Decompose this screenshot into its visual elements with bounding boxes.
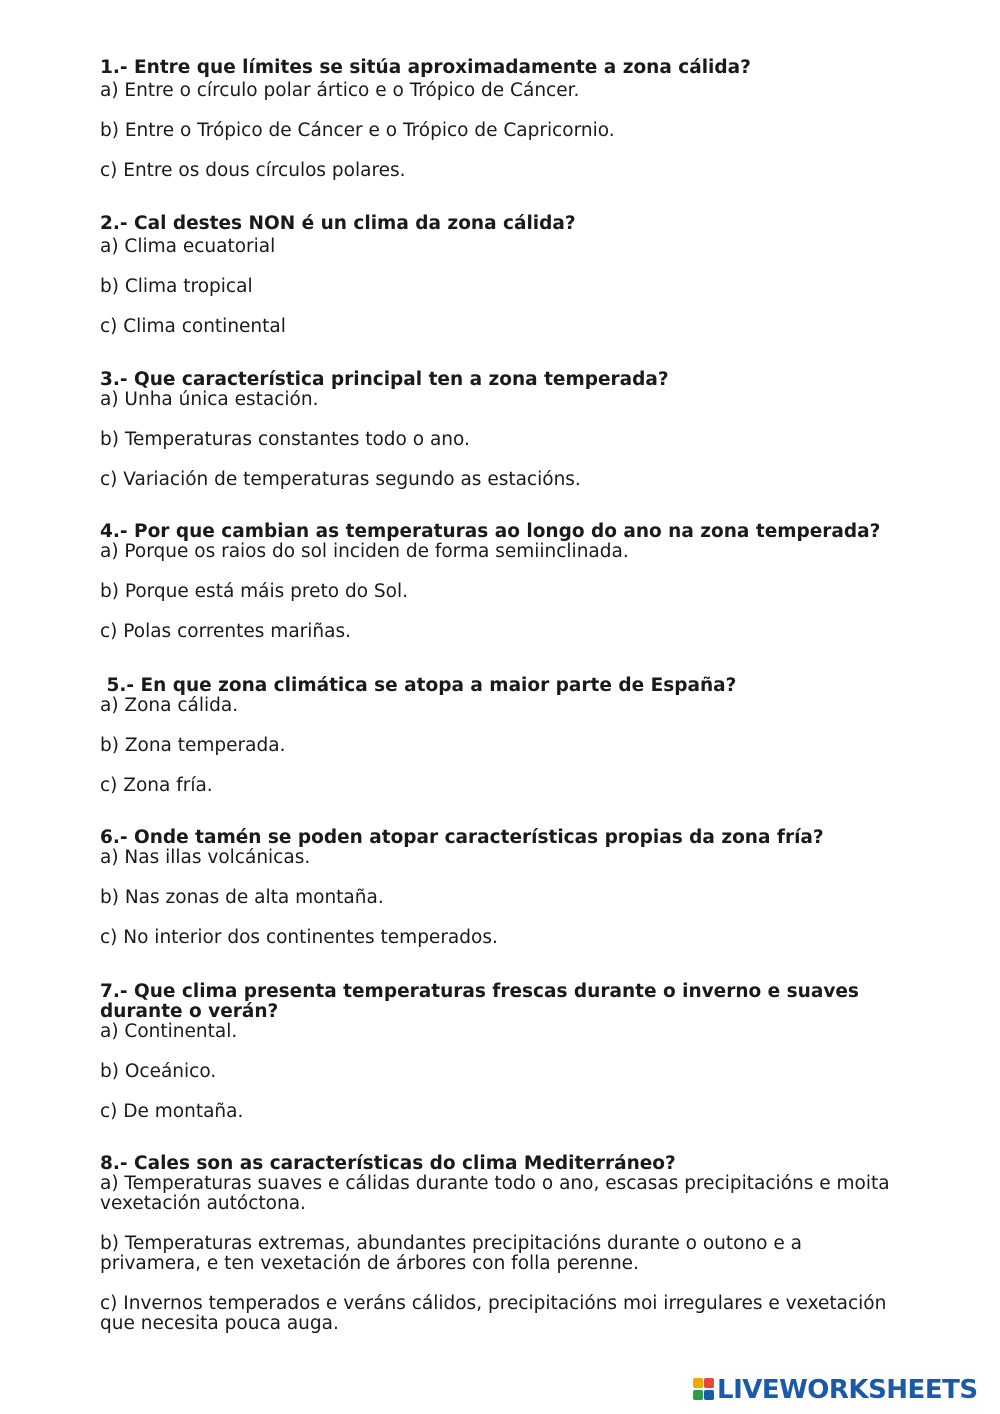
option-b: b) Porque está máis preto do Sol. [100,581,408,602]
option-b: b) Nas zonas de alta montaña. [100,887,384,908]
question-8 [100,1154,900,1334]
question-3 [100,370,900,490]
question-1 [100,58,900,181]
option-b: b) Temperaturas constantes todo o ano. [100,429,470,450]
option-b: b) Oceánico. [100,1061,217,1082]
option-a: a) Unha única estación. [100,389,319,410]
option-b: b) Zona temperada. [100,735,286,756]
liveworksheets-logo-icon [693,1378,715,1402]
question-4 [100,522,900,642]
option-a: a) Entre o círculo polar ártico e o Trópico de Cáncer. [100,80,580,101]
question-title: 4.- Por que cambian as temperaturas ao longo do ano na zona temperada? [100,521,881,542]
question-title: 8.- Cales son as características do clima Mediterráneo? [100,1153,676,1174]
question-title: 6.- Onde tamén se poden atopar características propias da zona fría? [100,827,824,848]
question-2 [100,214,900,337]
question-title: 2.- Cal destes NON é un clima da zona cálida? [100,213,576,234]
option-c: c) Zona fría. [100,775,213,796]
option-b: b) Clima tropical [100,276,253,297]
option-c: c) Clima continental [100,316,286,337]
option-c: c) Entre os dous círculos polares. [100,160,406,181]
question-5 [100,676,900,796]
option-c: c) No interior dos continentes temperados. [100,927,498,948]
liveworksheets-logo [693,1376,978,1404]
question-6 [100,828,900,948]
question-7 [100,982,900,1122]
question-title: 3.- Que característica principal ten a zona temperada? [100,369,669,390]
option-c: c) Invernos temperados e veráns cálidos, precipitacións moi irregulares e vexetación que necesita pouca auga. [100,1293,887,1334]
option-a: a) Clima ecuatorial [100,236,276,257]
option-a: a) Nas illas volcánicas. [100,847,311,868]
option-a: a) Zona cálida. [100,695,239,716]
option-b: b) Entre o Trópico de Cáncer e o Trópico de Capricornio. [100,120,615,141]
option-a: a) Porque os raios do sol inciden de forma semiinclinada. [100,541,629,562]
option-c: c) Polas correntes mariñas. [100,621,351,642]
option-c: c) Variación de temperaturas segundo as estacións. [100,469,581,490]
logo-text: LIVEWORKSHEETS [717,1375,978,1405]
option-a: a) Continental. [100,1021,238,1042]
question-title: 7.- Que clima presenta temperaturas frescas durante o inverno e suaves durante o verán? [100,981,859,1022]
option-b: b) Temperaturas extremas, abundantes precipitacións durante o outono e a privamera, e ten vexetación de árbores con folla perenne. [100,1233,802,1274]
option-a: a) Temperaturas suaves e cálidas durante todo o ano, escasas precipitacións e moita vexetación autóctona. [100,1173,890,1214]
question-title: 5.- En que zona climática se atopa a maior parte de España? [100,675,737,696]
option-c: c) De montaña. [100,1101,244,1122]
question-title: 1.- Entre que límites se sitúa aproximadamente a zona cálida? [100,57,751,78]
